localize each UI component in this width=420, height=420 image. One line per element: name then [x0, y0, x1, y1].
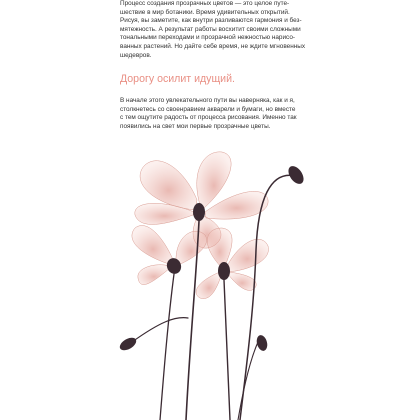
- intro-line: тональными переходами и прозрачной нежностью нарисо-: [120, 34, 295, 42]
- intro-line: шедевров.: [120, 51, 152, 59]
- body-paragraph: [120, 97, 308, 131]
- intro-line: Рисуя, вы заметите, как внутри разливаются гармония и без-: [120, 17, 302, 25]
- intro-line: шествие в мир ботаники. Время удивительных открытий.: [120, 8, 290, 16]
- pull-quote: Дорогу осилит идущий.: [120, 73, 235, 85]
- intro-line: Процесс создания прозрачных цветов — это целое путе-: [120, 0, 290, 7]
- body-line: появились на свет мои первые прозрачные цветы.: [120, 122, 271, 130]
- intro-line: мятежность. А результат работы восхитит своими сложными: [120, 25, 301, 33]
- intro-line: ванных растений. Но дайте себе время, не ждите мгновенных: [120, 42, 306, 50]
- intro-paragraph: [120, 0, 308, 60]
- body-line: с тем ощутите радость от процесса рисования. Именно так: [120, 114, 297, 122]
- body-line: В начале этого увлекательного пути вы наверняка, как и я,: [120, 97, 295, 104]
- poppy-illustration: [0, 140, 420, 420]
- body-line: столкнетесь со своенравием акварели и бумаги, но вместе: [120, 105, 296, 113]
